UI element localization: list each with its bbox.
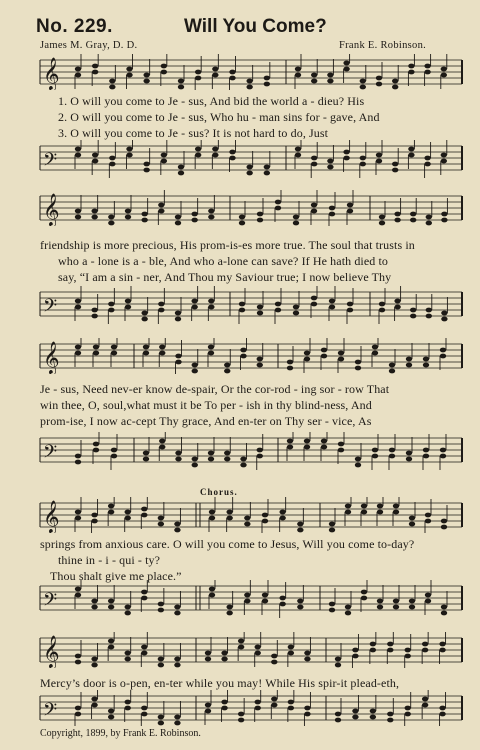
note-head: [108, 639, 114, 644]
note-head: [379, 302, 385, 307]
bass-clef-icon: 𝄢: [43, 150, 58, 175]
note-head: [279, 510, 285, 515]
note-head: [125, 510, 131, 515]
bass-staff: [0, 286, 480, 326]
note-head: [376, 76, 382, 81]
note-head: [439, 642, 445, 647]
note-head: [352, 709, 358, 714]
lyric-line: Thou shalt give me place.”: [50, 569, 182, 583]
note-head: [212, 67, 218, 72]
note-head: [91, 657, 97, 662]
treble-staff: [0, 54, 480, 90]
note-head: [111, 448, 117, 453]
note-head: [343, 150, 349, 155]
note-head: [422, 697, 428, 702]
note-head: [75, 345, 81, 350]
note-head: [424, 64, 430, 69]
note-head: [75, 587, 81, 592]
note-head: [174, 715, 180, 720]
note-head: [208, 451, 214, 456]
note-head: [175, 354, 181, 359]
treble-staff: [0, 632, 480, 668]
note-head: [297, 599, 303, 604]
note-head: [389, 363, 395, 368]
note-head: [174, 522, 180, 527]
note-head: [392, 162, 398, 167]
note-head: [75, 299, 81, 304]
note-head: [293, 215, 299, 220]
note-head: [125, 700, 131, 705]
note-head: [75, 654, 81, 659]
note-head: [426, 308, 432, 313]
note-head: [361, 590, 367, 595]
note-head: [347, 302, 353, 307]
note-head: [406, 357, 412, 362]
lyric-line: friendship is more precious, His prom-is-es more true. The soul that trusts in: [40, 238, 415, 252]
note-head: [93, 442, 99, 447]
note-head: [75, 454, 81, 459]
note-head: [321, 348, 327, 353]
note-head: [191, 212, 197, 217]
note-head: [293, 305, 299, 310]
note-head: [288, 645, 294, 650]
note-head: [226, 510, 232, 515]
note-head: [208, 299, 214, 304]
note-head: [238, 639, 244, 644]
note-head: [125, 651, 131, 656]
note-head: [158, 602, 164, 607]
lyric-line: say, “I am a sin - ner, And Thou my Saviour true; I now believe Thy: [58, 270, 392, 284]
note-head: [329, 206, 335, 211]
note-head: [335, 712, 341, 717]
note-head: [441, 519, 447, 524]
note-head: [159, 439, 165, 444]
note-head: [321, 439, 327, 444]
treble-clef-icon: 𝄞: [43, 341, 60, 374]
lyric-line: 2. O will you come to Je - sus, Who hu - man sins for - gave, And: [58, 110, 380, 124]
note-head: [393, 599, 399, 604]
note-head: [158, 203, 164, 208]
note-head: [240, 348, 246, 353]
note-head: [175, 311, 181, 316]
note-head: [257, 305, 263, 310]
note-head: [376, 153, 382, 158]
note-head: [425, 513, 431, 518]
treble-staff: [0, 497, 480, 533]
note-head: [257, 357, 263, 362]
note-head: [360, 79, 366, 84]
note-head: [125, 209, 131, 214]
note-head: [224, 451, 230, 456]
composer: Frank E. Robinson.: [339, 40, 427, 51]
bass-clef-icon: 𝄢: [43, 442, 58, 467]
note-head: [108, 599, 114, 604]
chorus-label: Chorus.: [200, 487, 238, 497]
note-head: [370, 709, 376, 714]
note-head: [108, 215, 114, 220]
hymn-number: No. 229.: [36, 16, 113, 37]
note-head: [192, 457, 198, 462]
note-head: [244, 516, 250, 521]
note-head: [327, 159, 333, 164]
note-head: [379, 215, 385, 220]
note-head: [295, 147, 301, 152]
note-head: [91, 308, 97, 313]
note-head: [352, 648, 358, 653]
note-head: [389, 448, 395, 453]
note-head: [91, 513, 97, 518]
treble-staff: [0, 190, 480, 226]
note-head: [195, 147, 201, 152]
note-head: [208, 209, 214, 214]
treble-staff: [0, 338, 480, 374]
note-head: [75, 67, 81, 72]
note-head: [205, 651, 211, 656]
hymn-title: Will You Come?: [184, 16, 327, 37]
note-head: [209, 510, 215, 515]
bass-clef-icon: 𝄢: [43, 296, 58, 321]
note-head: [91, 209, 97, 214]
note-head: [126, 147, 132, 152]
note-head: [311, 203, 317, 208]
note-head: [75, 209, 81, 214]
note-head: [143, 451, 149, 456]
note-head: [410, 212, 416, 217]
note-head: [226, 605, 232, 610]
note-head: [279, 596, 285, 601]
note-head: [246, 79, 252, 84]
note-head: [178, 79, 184, 84]
note-head: [347, 203, 353, 208]
note-head: [195, 70, 201, 75]
note-head: [158, 657, 164, 662]
note-head: [441, 153, 447, 158]
note-head: [224, 363, 230, 368]
note-head: [246, 165, 252, 170]
note-head: [304, 651, 310, 656]
note-head: [158, 302, 164, 307]
note-head: [377, 504, 383, 509]
note-head: [361, 504, 367, 509]
note-head: [335, 657, 341, 662]
note-head: [75, 706, 81, 711]
note-head: [255, 645, 261, 650]
note-head: [393, 504, 399, 509]
note-head: [329, 602, 335, 607]
note-head: [262, 513, 268, 518]
treble-clef-icon: 𝄞: [43, 57, 60, 90]
note-head: [441, 212, 447, 217]
treble-clef-icon: 𝄞: [43, 193, 60, 226]
note-head: [295, 67, 301, 72]
lyric-line: 1. O will you come to Je - sus, And bid the world a - dieu? His: [58, 94, 365, 108]
note-head: [394, 299, 400, 304]
note-head: [271, 697, 277, 702]
note-head: [178, 165, 184, 170]
note-head: [311, 156, 317, 161]
note-head: [387, 712, 393, 717]
note-head: [440, 348, 446, 353]
note-head: [141, 507, 147, 512]
note-head: [372, 345, 378, 350]
note-head: [255, 700, 261, 705]
note-head: [441, 67, 447, 72]
note-head: [264, 165, 270, 170]
note-head: [392, 79, 398, 84]
note-head: [372, 448, 378, 453]
note-head: [355, 457, 361, 462]
note-head: [338, 442, 344, 447]
bass-staff: [0, 690, 480, 726]
note-head: [387, 642, 393, 647]
note-head: [143, 345, 149, 350]
note-head: [408, 147, 414, 152]
note-head: [426, 215, 432, 220]
note-head: [93, 345, 99, 350]
bass-staff: [0, 580, 480, 620]
note-head: [304, 351, 310, 356]
note-head: [275, 200, 281, 205]
note-head: [409, 599, 415, 604]
note-head: [423, 448, 429, 453]
copyright-notice: Copyright, 1899, by Frank E. Robinson.: [40, 728, 201, 739]
note-head: [158, 715, 164, 720]
note-head: [329, 299, 335, 304]
lyricist: James M. Gray, D. D.: [40, 40, 138, 51]
note-head: [257, 448, 263, 453]
note-head: [304, 706, 310, 711]
note-head: [410, 308, 416, 313]
note-head: [191, 299, 197, 304]
note-head: [297, 522, 303, 527]
note-head: [257, 212, 263, 217]
note-head: [174, 605, 180, 610]
note-head: [244, 593, 250, 598]
note-head: [287, 360, 293, 365]
note-head: [158, 516, 164, 521]
lyric-line: prom-ise, I now ac-cept Thy grace, And en-ter on Thy ser - vice, As: [40, 414, 372, 428]
lyric-line: who a - lone is a - ble, And who a-lone can save? If He hath died to: [58, 254, 389, 268]
note-head: [394, 212, 400, 217]
note-head: [355, 360, 361, 365]
note-head: [406, 451, 412, 456]
note-head: [264, 76, 270, 81]
note-head: [108, 302, 114, 307]
note-head: [91, 599, 97, 604]
lyric-line: 3. O will you come to Je - sus? It is not hard to do, Just: [58, 126, 329, 140]
note-head: [239, 215, 245, 220]
note-head: [109, 156, 115, 161]
note-head: [271, 654, 277, 659]
note-head: [192, 363, 198, 368]
note-head: [311, 73, 317, 78]
note-head: [174, 657, 180, 662]
note-head: [111, 345, 117, 350]
note-head: [125, 605, 131, 610]
note-head: [141, 590, 147, 595]
note-head: [221, 700, 227, 705]
note-head: [143, 162, 149, 167]
note-head: [141, 706, 147, 711]
note-head: [439, 706, 445, 711]
note-head: [423, 357, 429, 362]
note-head: [424, 156, 430, 161]
note-head: [175, 451, 181, 456]
note-head: [75, 147, 81, 152]
note-head: [338, 351, 344, 356]
note-head: [441, 311, 447, 316]
treble-clef-icon: 𝄞: [43, 635, 60, 668]
note-head: [161, 64, 167, 69]
note-head: [221, 651, 227, 656]
note-head: [125, 299, 131, 304]
note-head: [262, 593, 268, 598]
note-head: [229, 150, 235, 155]
note-head: [208, 345, 214, 350]
note-head: [126, 67, 132, 72]
note-head: [345, 605, 351, 610]
note-head: [141, 212, 147, 217]
note-head: [159, 345, 165, 350]
bass-clef-icon: 𝄢: [43, 590, 58, 615]
bass-clef-icon: 𝄢: [43, 700, 58, 725]
note-head: [75, 510, 81, 515]
note-head: [275, 302, 281, 307]
note-head: [239, 302, 245, 307]
note-head: [304, 439, 310, 444]
note-head: [360, 156, 366, 161]
note-head: [343, 61, 349, 66]
note-head: [212, 147, 218, 152]
note-head: [92, 64, 98, 69]
note-head: [425, 593, 431, 598]
note-head: [92, 153, 98, 158]
treble-clef-icon: 𝄞: [43, 500, 60, 533]
note-head: [108, 709, 114, 714]
note-head: [370, 642, 376, 647]
note-head: [405, 706, 411, 711]
note-head: [311, 296, 317, 301]
note-head: [329, 522, 335, 527]
note-head: [209, 587, 215, 592]
note-head: [327, 73, 333, 78]
bass-staff: [0, 140, 480, 180]
lyric-line: win thee, O, soul,what must it be To per - ish in thy blind-ness, And: [40, 398, 372, 412]
note-head: [108, 504, 114, 509]
note-head: [175, 215, 181, 220]
note-head: [288, 700, 294, 705]
note-head: [441, 605, 447, 610]
note-head: [240, 457, 246, 462]
note-head: [229, 70, 235, 75]
note-head: [422, 642, 428, 647]
note-head: [141, 645, 147, 650]
note-head: [91, 697, 97, 702]
note-head: [109, 79, 115, 84]
note-head: [440, 448, 446, 453]
note-head: [377, 599, 383, 604]
note-head: [408, 64, 414, 69]
note-head: [205, 703, 211, 708]
note-head: [161, 153, 167, 158]
note-head: [238, 712, 244, 717]
note-head: [345, 504, 351, 509]
lyric-line: thine in - i - qui - ty?: [58, 553, 161, 567]
lyric-line: springs from anxious care. O will you come to Jesus, Will you come to-day?: [40, 537, 415, 551]
note-head: [287, 439, 293, 444]
lyric-line: Je - sus, Need nev-er know de-spair, Or the cor-rod - ing sor - row That: [40, 382, 390, 396]
note-head: [405, 648, 411, 653]
bass-staff: [0, 432, 480, 472]
note-head: [409, 516, 415, 521]
lyric-line: Mercy’s door is o-pen, en-ter while you may! While His spir-it plead-eth,: [40, 676, 400, 690]
note-head: [141, 311, 147, 316]
note-head: [143, 73, 149, 78]
